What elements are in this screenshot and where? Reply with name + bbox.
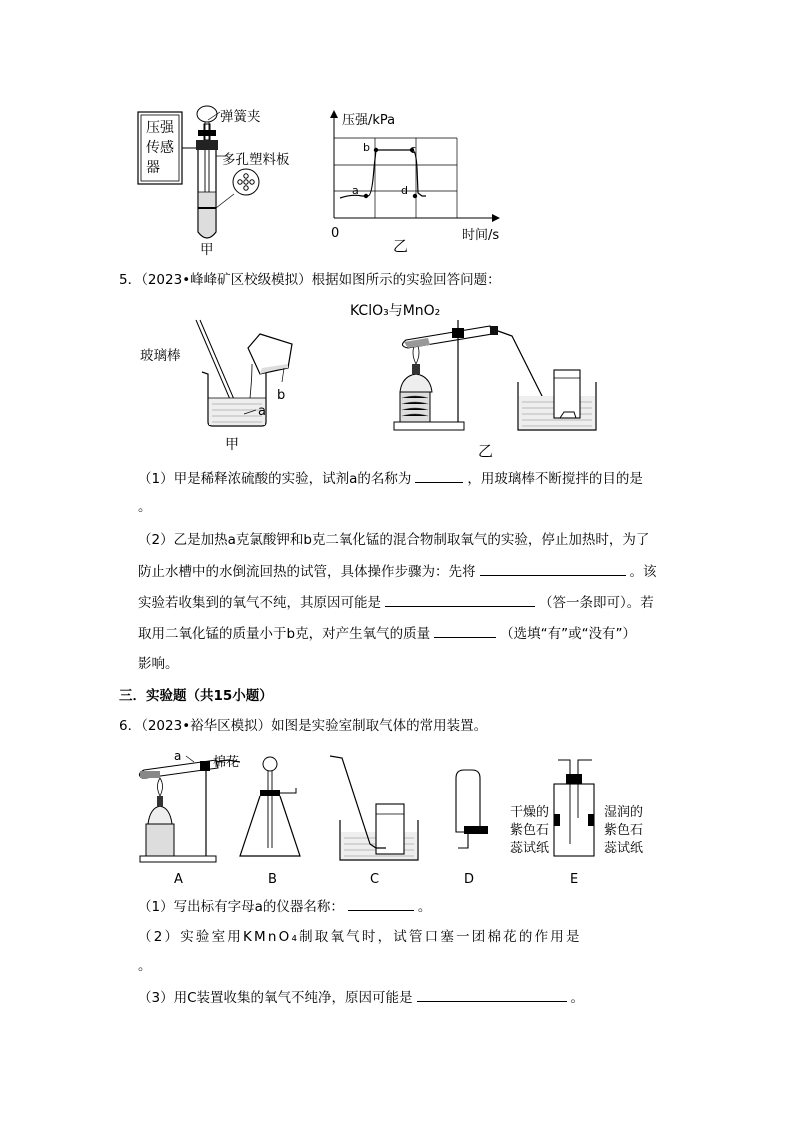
graph-origin: 0 — [331, 226, 340, 241]
q6-label-A: A — [174, 872, 183, 887]
q5-p2-line2 — [138, 561, 657, 582]
q5-p1-b: ，用玻璃棒不断搅拌的目的是 — [467, 471, 643, 487]
q6-p1-a: （1）写出标有字母a的仪器名称： — [138, 899, 344, 915]
q5-p1-line2: 。 — [138, 499, 152, 515]
graph-point-d: d — [401, 184, 408, 197]
q6-p1-b: 。 — [417, 899, 432, 915]
q6-cotton-label: 棉花 — [213, 755, 240, 770]
q6-label-E: E — [570, 872, 579, 887]
q6-p2-line2: 。 — [138, 958, 152, 974]
q5-p2-line4 — [138, 623, 636, 644]
q5-stem: 5．（2023•峰峰矿区校级模拟）根据如图所示的实验回答问题： — [119, 272, 501, 288]
q5-p2-line5: 影响。 — [138, 656, 179, 672]
q6-label-C: C — [370, 872, 380, 887]
q6-label-B: B — [268, 872, 277, 887]
q5-p2-line1: （2）乙是加热a克氯酸钾和b克二氧化锰的混合物制取氧气的实验，停止加热时，为了 — [138, 532, 650, 548]
q6-label-D: D — [464, 872, 475, 887]
q5-rod-label: 玻璃棒 — [140, 348, 181, 364]
q6-stem: 6．（2023•裕华区模拟）如图是实验室制取气体的常用装置。 — [119, 718, 488, 734]
q5-p1-a: （1）甲是稀释浓硫酸的实验，试剂a的名称为 — [138, 471, 412, 487]
q5-fig-yi-caption: 乙 — [478, 442, 494, 460]
q6-p1 — [138, 896, 431, 917]
q5-p2-e: （答一条即可）。若 — [539, 595, 654, 611]
graph-ylabel: 压强/kPa — [342, 113, 396, 128]
board-label: 多孔塑料板 — [222, 152, 290, 168]
q6-p3 — [138, 987, 584, 1008]
q5-fig-jia-drawing — [190, 318, 360, 428]
q5-blank-1[interactable] — [415, 468, 463, 483]
q6-p3-a: （3）用C装置收集的氧气不纯净，原因可能是 — [138, 990, 413, 1006]
q5-p2-d: 实验若收集到的氧气不纯，其原因可能是 — [138, 595, 381, 611]
sensor-label: 压强 传感 器 — [146, 120, 174, 176]
q5-p2-c: 。该 — [629, 564, 657, 580]
q6-p3-b: 。 — [570, 990, 585, 1006]
q6-wet-paper-label: 湿润的 紫色石 蕊试纸 — [604, 805, 644, 856]
q5-fig-jia-caption: 甲 — [225, 437, 239, 453]
q6-label-a: a — [174, 749, 182, 763]
q5-reagent-label: KClO₃与MnO₂ — [350, 303, 441, 319]
q5-p2-line3 — [138, 592, 654, 613]
section-3-title: 三．实验题（共15小题） — [119, 688, 273, 704]
q6-blank-3[interactable] — [417, 987, 567, 1002]
q6-dry-paper-label: 干燥的 紫色石 蕊试纸 — [510, 805, 550, 856]
graph-point-c: c — [410, 143, 417, 156]
q5-jia-a: a — [258, 404, 266, 419]
graph-point-b: b — [363, 141, 370, 154]
fig-top-jia-caption: 甲 — [200, 242, 214, 258]
q5-blank-3[interactable] — [385, 592, 535, 607]
graph-point-a: a — [352, 184, 359, 197]
q5-p2-b: 防止水槽中的水倒流回热的试管，具体操作步骤为：先将 — [138, 564, 476, 580]
q5-blank-4[interactable] — [434, 623, 496, 638]
q5-blank-2[interactable] — [480, 561, 626, 576]
q5-p2-f: 取用二氧化锰的质量小于b克，对产生氧气的质量 — [138, 626, 431, 642]
q6-p2-line1: （2）实验室用KMnO₄制取氧气时，试管口塞一团棉花的作用是 — [138, 929, 582, 945]
graph-xlabel: 时间/s — [462, 228, 500, 243]
q6-blank-1[interactable] — [348, 896, 414, 911]
fig-top-yi-caption: 乙 — [393, 237, 409, 255]
q5-p2-g: （选填“有”或“没有”） — [500, 626, 637, 642]
q5-p1-line1 — [138, 468, 643, 489]
q5-fig-yi-drawing — [380, 312, 600, 442]
clip-label: 弹簧夹 — [220, 109, 261, 125]
q5-jia-b: b — [277, 388, 286, 403]
